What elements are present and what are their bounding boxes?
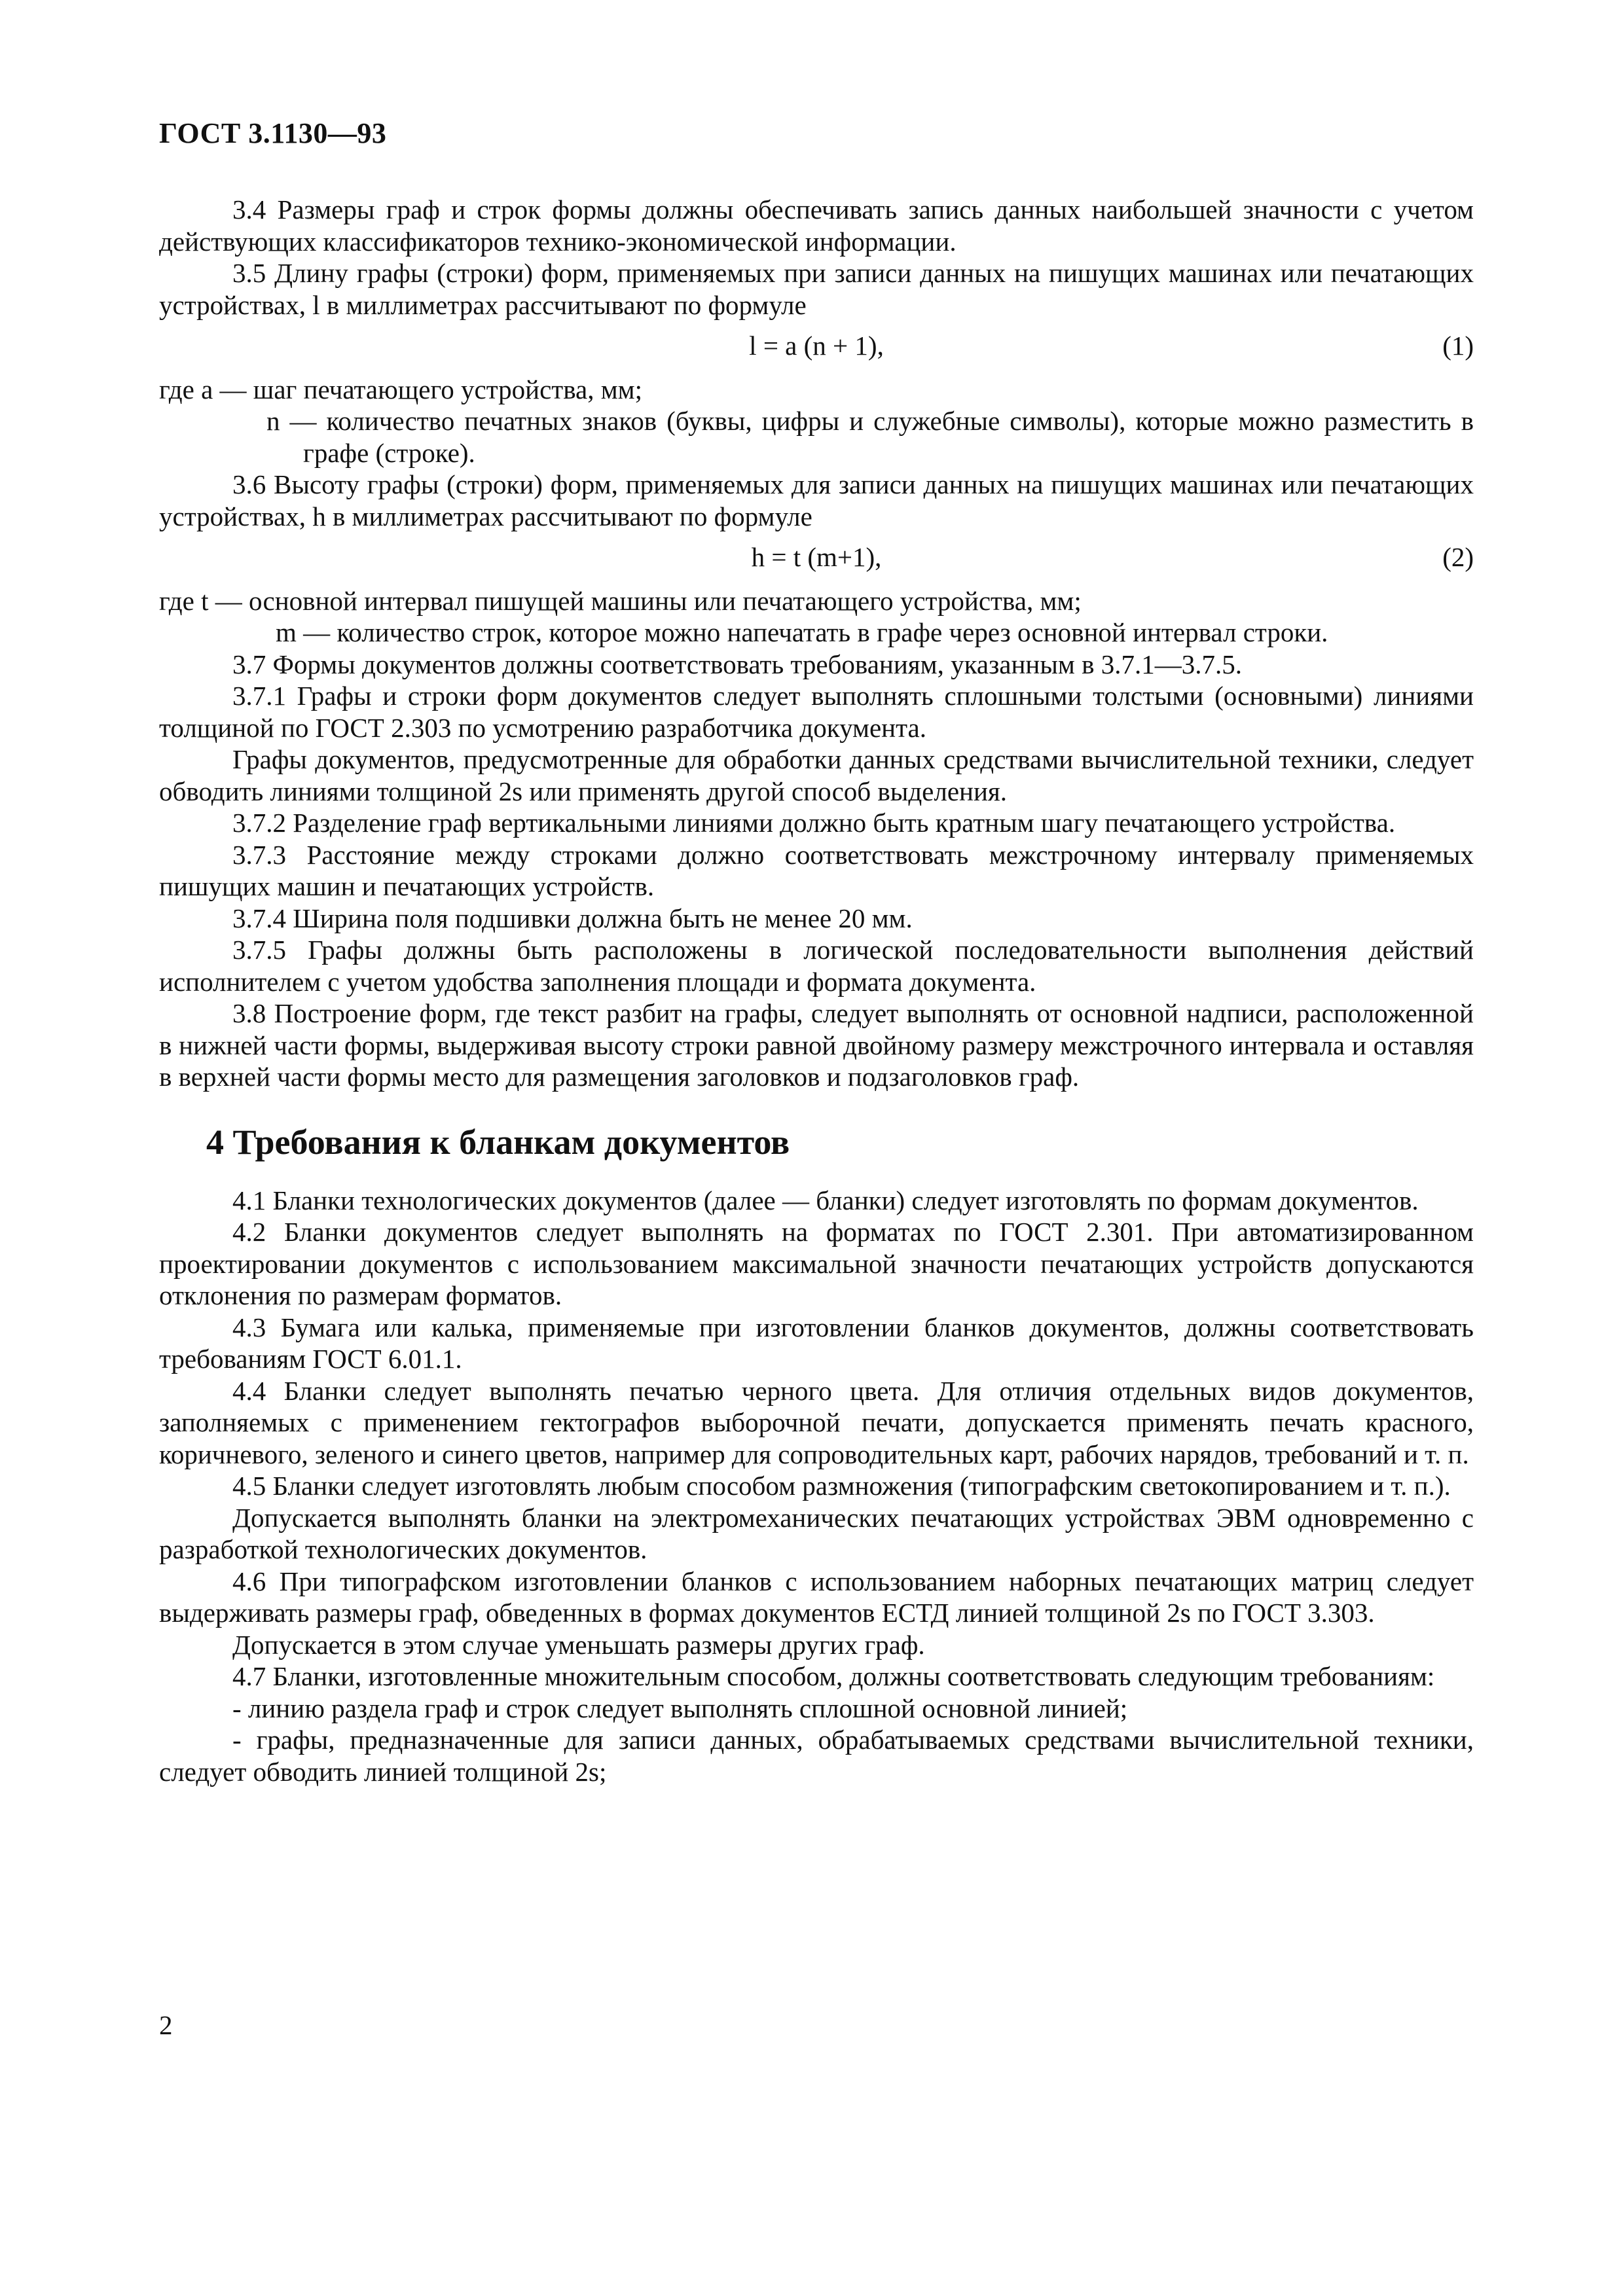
formula-2 [159,541,1474,573]
paragraph-4-7-b: - графы, предназначенные для записи данных, обрабатываемых средствами вычислительной техники, следует обводить линией толщиной 2s; [159,1725,1474,1787]
formula-1-expression: l = a (n + 1), [749,331,884,361]
where-t: где t — основной интервал пишущей машины или печатающего устройства, мм; [159,585,1082,616]
formula-1-number: (1) [1442,331,1474,361]
paragraph-4-7: 4.7 Бланки, изготовленные множительным способом, должны соответствовать следующим требованиям: [232,1661,1435,1691]
paragraph-4-1: 4.1 Бланки технологических документов (далее — бланки) следует изготовлять по формам документов. [232,1185,1419,1215]
paragraph-3-7-5: 3.7.5 Графы должны быть расположены в логической последовательности выполнения действий исполнителем с учетом удобства заполнения площади и формата документа. [159,935,1474,997]
where-m: m — количество строк, которое можно напечатать в графе через основной интервал строки. [276,617,1328,647]
section-4-heading: 4 Требования к бланкам документов [206,1122,790,1162]
paragraph-3-5: 3.5 Длину графы (строки) форм, применяемых при записи данных на пишущих машинах или печатающих устройствах, l в миллиметрах рассчитывают по формуле [159,258,1474,320]
paragraph-3-7-4: 3.7.4 Ширина поля подшивки должна быть не менее 20 мм. [232,903,913,933]
formula-1 [159,330,1474,362]
paragraph-4-5-b: Допускается выполнять бланки на электромеханических печатающих устройствах ЭВМ одновременно с разработкой технологических документов. [159,1502,1474,1564]
paragraph-3-7: 3.7 Формы документов должны соответствовать требованиям, указанным в 3.7.1—3.7.5. [232,649,1242,679]
paragraph-3-7-1: 3.7.1 Графы и строки форм документов следует выполнять сплошными толстыми (основными) линиями толщиной по ГОСТ 2.303 по усмотрению разработчика документа. [159,681,1474,743]
paragraph-4-6: 4.6 При типографском изготовлении бланков с использованием наборных печатающих матриц следует выдерживать размеры граф, обведенных в формах документов ЕСТД линией толщиной 2s по ГОСТ 3.303. [159,1566,1474,1628]
paragraph-3-7-1-b: Графы документов, предусмотренные для обработки данных средствами вычислительной техники, следует обводить линиями толщиной 2s или применять другой способ выделения. [159,744,1474,806]
formula-2-expression: h = t (m+1), [751,542,882,572]
paragraph-4-2: 4.2 Бланки документов следует выполнять на форматах по ГОСТ 2.301. При автоматизированном проектировании документов с использованием максимальной значности печатающих устройств допускаются отклонения по размерам форматов. [159,1217,1474,1310]
paragraph-4-3: 4.3 Бумага или калька, применяемые при изготовлении бланков документов, должны соответствовать требованиям ГОСТ 6.01.1. [159,1312,1474,1374]
page-number: 2 [159,2010,173,2040]
paragraph-3-7-3: 3.7.3 Расстояние между строками должно соответствовать межстрочному интервалу применяемых пишущих машин и печатающих устройств. [159,839,1474,901]
document-header: ГОСТ 3.1130—93 [159,117,387,149]
paragraph-4-4: 4.4 Бланки следует выполнять печатью черного цвета. Для отличия отдельных видов документов, заполняемых с применением гектографов выборочной печати, допускается применять печать красного, коричневого, зеленого и синего цветов, например для сопроводительных карт, рабочих нарядов, требований и т. п. [159,1375,1474,1469]
paragraph-4-5: 4.5 Бланки следует изготовлять любым способом размножения (типографским светокопированием и т. п.). [232,1471,1451,1501]
formula-2-number: (2) [1442,542,1474,572]
paragraph-4-6-b: Допускается в этом случае уменьшать размеры других граф. [232,1629,925,1660]
where-a: где a — шаг печатающего устройства, мм; [159,374,643,404]
document-body [159,194,1474,1787]
paragraph-4-7-a: - линию раздела граф и строк следует выполнять сплошной основной линией; [232,1693,1128,1723]
paragraph-3-4: 3.4 Размеры граф и строк формы должны обеспечивать запись данных наибольшей значности с учетом действующих классификаторов технико-экономической информации. [159,194,1474,257]
where-n: n — количество печатных знаков (буквы, цифры и служебные символы), которые можно разместить в графе (строке). [266,406,1474,468]
paragraph-3-7-2: 3.7.2 Разделение граф вертикальными линиями должно быть кратным шагу печатающего устройства. [232,808,1396,838]
paragraph-3-8: 3.8 Построение форм, где текст разбит на графы, следует выполнять от основной надписи, расположенной в нижней части формы, выдерживая высоту строки равной двойному размеру межстрочного интервала и оставляя в верхней части формы место для размещения заголовков и подзаголовков граф. [159,998,1474,1092]
paragraph-3-6: 3.6 Высоту графы (строки) форм, применяемых для записи данных на пишущих машинах или печатающих устройствах, h в миллиметрах рассчитывают по формуле [159,469,1474,531]
